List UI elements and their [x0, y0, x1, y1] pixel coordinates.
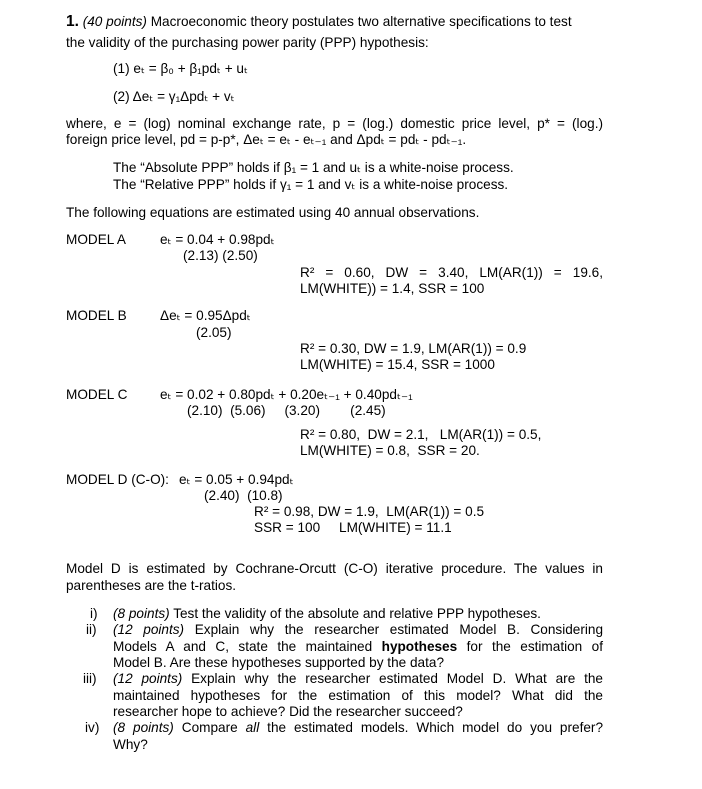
- question-iii-text-1: Explain why the researcher estimated Model D. What are the: [191, 671, 603, 686]
- question-ii-text-2-bold: hypotheses: [381, 639, 458, 654]
- model-b-label: MODEL B: [66, 308, 127, 323]
- note-line-1: Model D is estimated by Cochrane-Orcutt (C-O) iterative procedure. The values in: [66, 561, 603, 576]
- question-heading-line-2: the validity of the purchasing power parity (PPP) hypothesis:: [66, 35, 429, 50]
- question-i-number: i): [90, 606, 98, 621]
- model-a-stats-line-1: R² = 0.60, DW = 3.40, LM(AR(1)) = 19.6,: [300, 265, 603, 280]
- model-b-stats-line-2: LM(WHITE) = 15.4, SSR = 1000: [300, 357, 495, 372]
- note-line-2: parentheses are the t-ratios.: [66, 578, 237, 593]
- question-intro-text: Macroeconomic theory postulates two alternative specifications to test: [150, 14, 572, 29]
- question-iv-text-pre: Compare: [181, 720, 238, 735]
- question-ii-line-3: Model B. Are these hypotheses supported by the data?: [113, 655, 445, 670]
- model-c-label: MODEL C: [66, 387, 128, 402]
- question-ii-number: ii): [86, 622, 97, 637]
- relative-ppp-hypothesis: The “Relative PPP” holds if γ₁ = 1 and vₜ is a white-noise process.: [113, 177, 509, 192]
- question-points: (40 points): [82, 14, 147, 29]
- model-c-equation: eₜ = 0.02 + 0.80pdₜ + 0.20eₜ₋₁ + 0.40pdₜ₋₁: [160, 387, 413, 402]
- question-heading-line-1: [66, 14, 572, 30]
- model-d-label: MODEL D (C-O):: [66, 472, 169, 487]
- question-iii-line-2: maintained hypotheses for the estimation of this model? What did the: [113, 688, 603, 703]
- model-a-equation: eₜ = 0.04 + 0.98pdₜ: [160, 232, 275, 247]
- question-number: 1.: [66, 13, 79, 30]
- model-b-equation: Δeₜ = 0.95Δpdₜ: [160, 308, 251, 323]
- model-c-t-ratios: (2.10) (5.06) (3.20) (2.45): [187, 403, 386, 418]
- question-ii-text-1: Explain why the researcher estimated Model B. Considering: [194, 622, 603, 637]
- question-iv-line-2: Why?: [113, 737, 148, 752]
- question-i-line-1: [113, 606, 541, 622]
- model-c-stats-line-2: LM(WHITE) = 0.8, SSR = 20.: [300, 443, 480, 458]
- question-iv-line-1: [113, 720, 603, 736]
- question-ii-line-1: [113, 622, 603, 638]
- question-ii-line-2: [113, 639, 603, 655]
- question-iii-line-3: researcher hope to achieve? Did the researcher succeed?: [113, 704, 463, 719]
- model-d-equation: eₜ = 0.05 + 0.94pdₜ: [179, 472, 294, 487]
- question-iv-number: iv): [85, 720, 100, 735]
- question-iii-number: iii): [83, 671, 97, 686]
- model-b-stats-line-1: R² = 0.30, DW = 1.9, LM(AR(1)) = 0.9: [300, 341, 527, 356]
- equation-1: (1) eₜ = β₀ + β₁pdₜ + uₜ: [113, 61, 249, 76]
- model-a-label: MODEL A: [66, 232, 126, 247]
- estimated-intro: The following equations are estimated using 40 annual observations.: [66, 205, 480, 220]
- model-d-stats-line-2: SSR = 100 LM(WHITE) = 11.1: [254, 520, 452, 535]
- question-i-points: (8 points): [113, 606, 170, 621]
- model-a-t-ratios: (2.13) (2.50): [183, 248, 258, 263]
- definitions-line-2: foreign price level, pd = p-p*, Δeₜ = eₜ - eₜ₋₁ and Δpdₜ = pdₜ - pdₜ₋₁.: [66, 132, 467, 147]
- model-d-stats-line-1: R² = 0.98, DW = 1.9, LM(AR(1)) = 0.5: [254, 504, 485, 519]
- question-ii-text-2-pre: Models A and C, state the maintained: [113, 639, 373, 654]
- absolute-ppp-hypothesis: The “Absolute PPP” holds if β₁ = 1 and uₜ is a white-noise process.: [113, 160, 514, 175]
- equation-2: (2) Δeₜ = γ₁Δpdₜ + vₜ: [113, 89, 235, 104]
- question-iii-points: (12 points): [113, 671, 183, 686]
- question-i-text: Test the validity of the absolute and relative PPP hypotheses.: [173, 606, 541, 621]
- question-iv-text-italic: all: [245, 720, 260, 735]
- model-b-t-ratios: (2.05): [196, 325, 232, 340]
- question-iii-line-1: [113, 671, 603, 687]
- question-iv-text-post: the estimated models. Which model do you prefer?: [267, 720, 604, 735]
- model-c-stats-line-1: R² = 0.80, DW = 2.1, LM(AR(1)) = 0.5,: [300, 427, 542, 442]
- question-ii-points: (12 points): [113, 622, 185, 637]
- model-d-t-ratios: (2.40) (10.8): [204, 488, 283, 503]
- question-ii-text-2-post: for the estimation of: [466, 639, 604, 654]
- model-a-stats-line-2: LM(WHITE)) = 1.4, SSR = 100: [300, 281, 485, 296]
- definitions-line-1: where, e = (log) nominal exchange rate, p = (log.) domestic price level, p* = (log.): [66, 116, 603, 131]
- question-iv-points: (8 points): [113, 720, 174, 735]
